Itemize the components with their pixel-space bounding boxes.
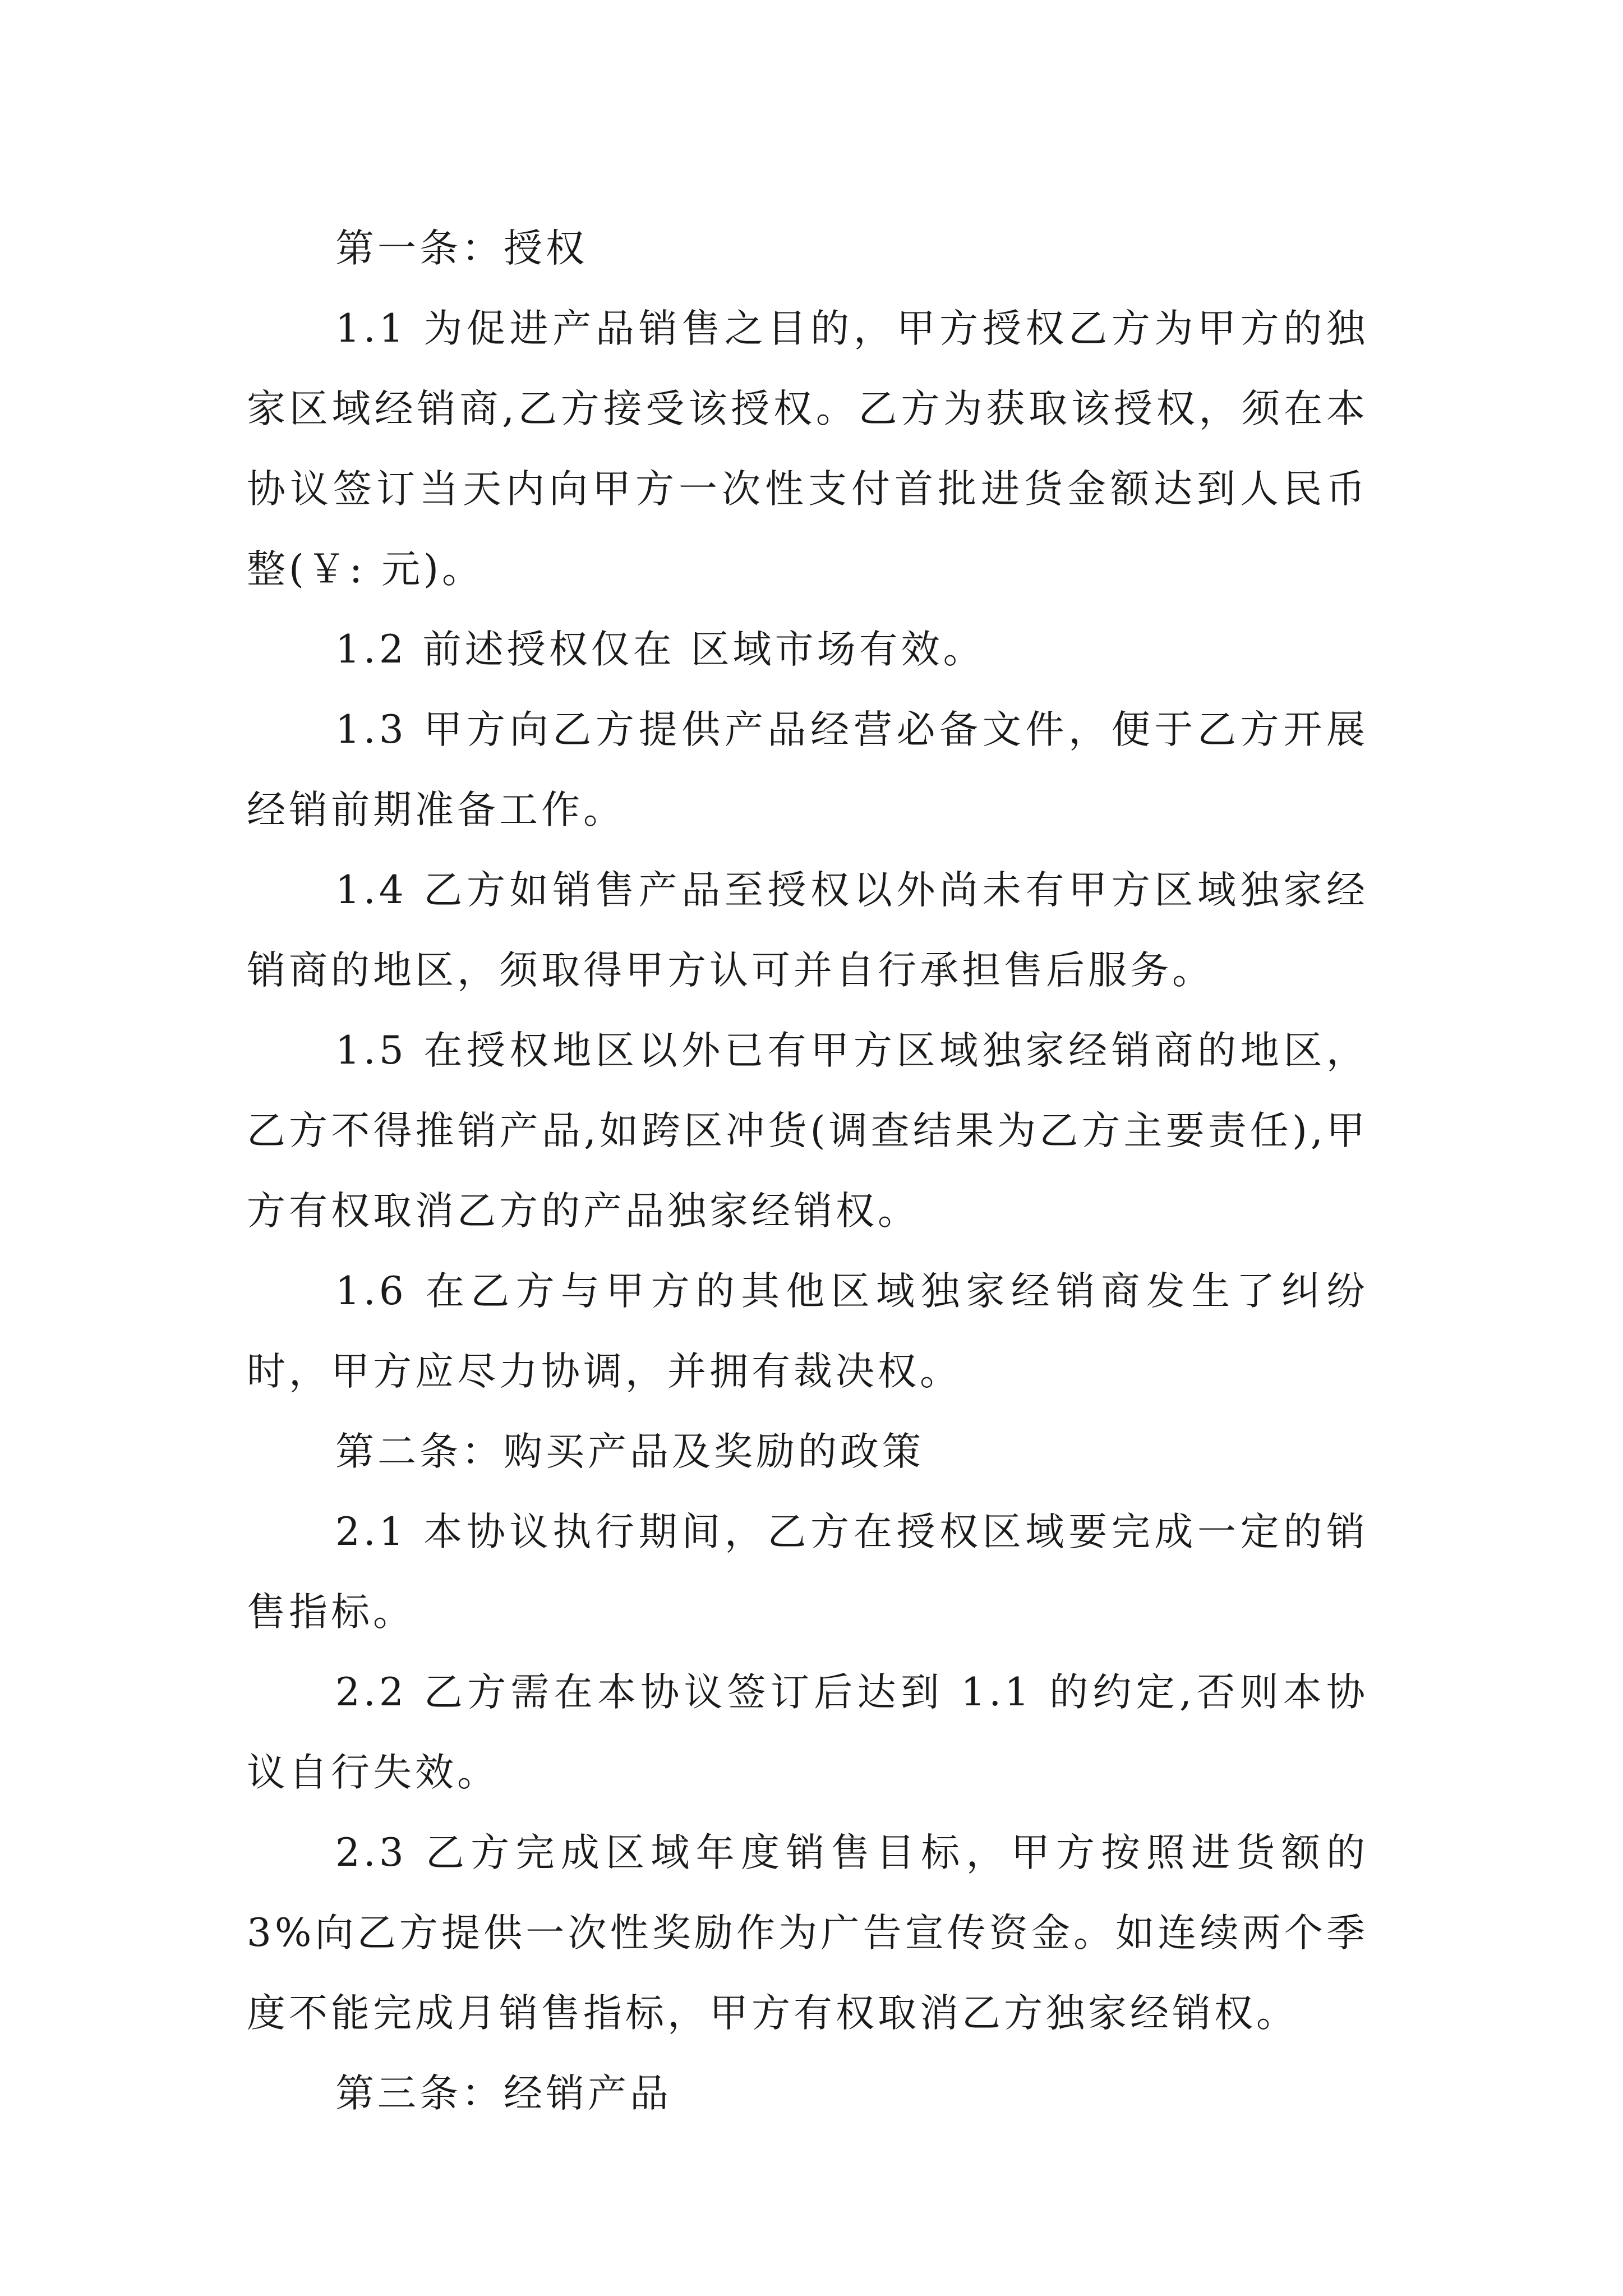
clause-1-2: 1.2 前述授权仅在 区域市场有效。: [335, 627, 985, 672]
article-3-heading: 第三条：经销产品: [335, 2071, 672, 2116]
clause-1-1: 1.1 为促进产品销售之目的，甲方授权乙方为甲方的独家区域经销商,乙方接受该授权。乙方为获取该授权，须在本协议签订当天内向甲方一次性支付首批进货金额达到人民币 整(￥: 元)。: [247, 306, 1368, 592]
article-1-heading: 第一条：授权: [335, 226, 588, 271]
document-page: [247, 209, 1368, 2134]
clause-1-3: 1.3 甲方向乙方提供产品经营必备文件，便于乙方开展经销前期准备工作。: [247, 707, 1368, 832]
clause-2-3: 2.3 乙方完成区域年度销售目标，甲方按照进货额的 3%向乙方提供一次性奖励作为广告宣传资金。如连续两个季度不能完成月销售指标，甲方有权取消乙方独家经销权。: [247, 1830, 1368, 2036]
clause-1-4: 1.4 乙方如销售产品至授权以外尚未有甲方区域独家经销商的地区，须取得甲方认可并自行承担售后服务。: [247, 868, 1368, 993]
clause-2-1: 2.1 本协议执行期间，乙方在授权区域要完成一定的销售指标。: [247, 1510, 1368, 1635]
article-2-heading: 第二条：购买产品及奖励的政策: [335, 1429, 924, 1474]
clause-2-2: 2.2 乙方需在本协议签订后达到 1.1 的约定,否则本协议自行失效。: [247, 1670, 1368, 1795]
clause-1-6: 1.6 在乙方与甲方的其他区域独家经销商发生了纠纷时，甲方应尽力协调，并拥有裁决权。: [247, 1269, 1368, 1394]
clause-1-5: 1.5 在授权地区以外已有甲方区域独家经销商的地区，乙方不得推销产品,如跨区冲货(调查结果为乙方主要责任),甲方有权取消乙方的产品独家经销权。: [247, 1028, 1368, 1234]
